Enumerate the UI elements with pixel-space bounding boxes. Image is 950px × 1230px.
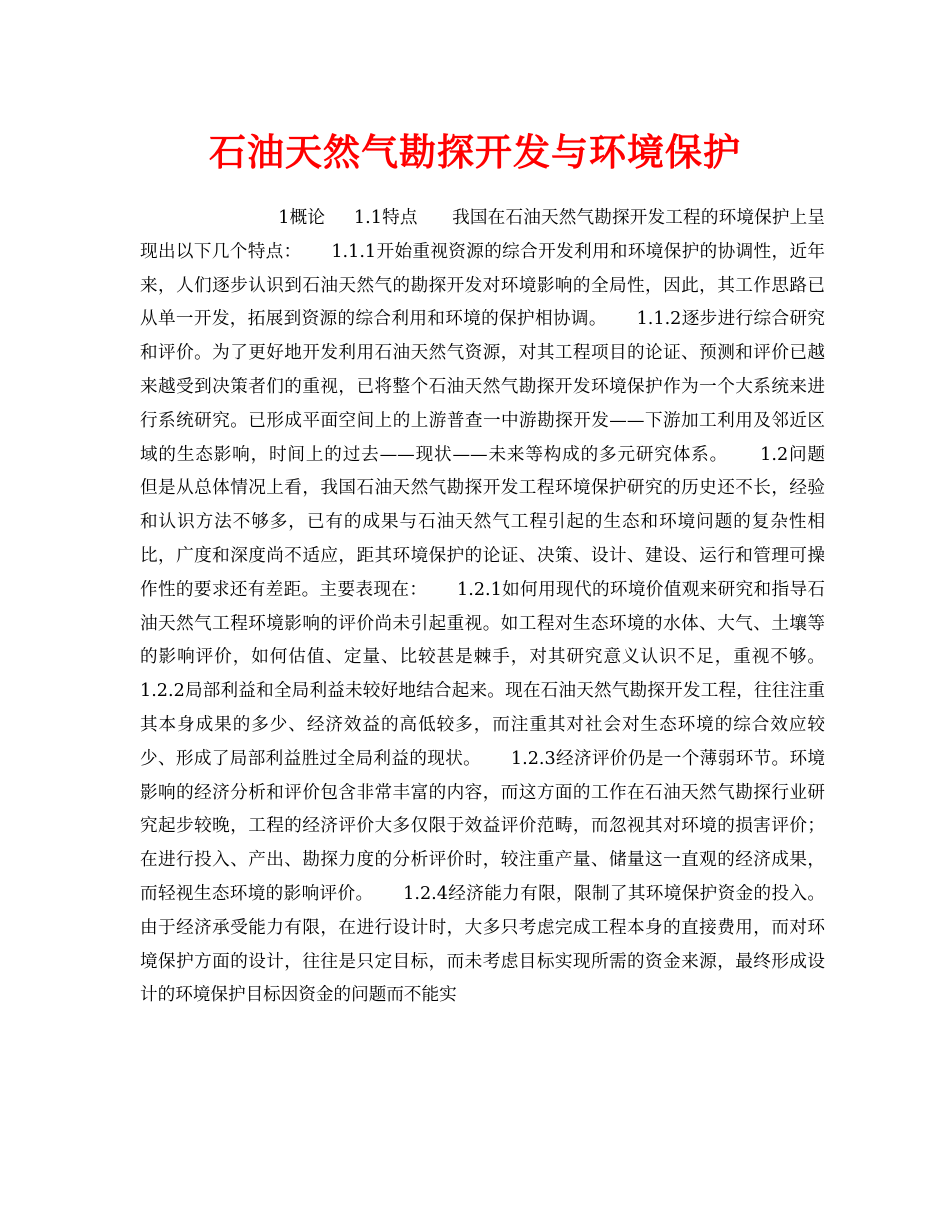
document-body: 1概论 1.1特点 我国在石油天然气勘探开发工程的环境保护上呈现出以下几个特点： 1.1.1开始重视资源的综合开发利用和环境保护的协调性，近年来，人们逐步认识到石油天然气的勘探开发对环境影响的全局性，因此，其工作思路已从单一开发，拓展到资源的综合利用和环境的保护相协调。 1.1.2逐步进行综合研究和评价。为了更好地开发利用石油天然气资源，对其工程项目的论证、预测和评价已越来越受到决策者们的重视，已将整个石油天然气勘探开发环境保护作为一个大系统来进行系统研究。已形成平面空间上的上游普查一中游勘探开发——下游加工利用及邻近区域的生态影响，时间上的过去——现状——未来等构成的多元研究体系。 1.2问题 但是从总体情况上看，我国石油天然气勘探开发工程环境保护研究的历史还不长，经验和认识方法不够多，已有的成果与石油天然气工程引起的生态和环境问题的复杂性相比，广度和深度尚不适应，距其环境保护的论证、决策、设计、建设、运行和管理可操作性的要求还有差距。主要表现在： 1.2.1如何用现代的环境价值观来研究和指导石油天然气工程环境影响的评价尚未引起重视。如工程对生态环境的水体、大气、土壤等的影响评价，如何估值、定量、比较甚是棘手，对其研究意义认识不足，重视不够。 1.2.2局部利益和全局利益未较好地结合起来。现在石油天然气勘探开发工程，往往注重其本身成果的多少、经济效益的高低较多，而注重其对社会对生态环境的综合效应较少、形成了局部利益胜过全局利益的现状。 1.2.3经济评价仍是一个薄弱环节。环境影响的经济分析和评价包含非常丰富的内容，而这方面的工作在石油天然气勘探行业研究起步较晚，工程的经济评价大多仅限于效益评价范畴，而忽视其对环境的损害评价；在进行投入、产出、勘探力度的分析评价时，较注重产量、储量这一直观的经济成果，而轻视生态环境的影响评价。 1.2.4经济能力有限，限制了其环境保护资金的投入。由于经济承受能力有限，在进行设计时，大多只考虑完成工程本身的直接费用，而对环境保护方面的设计，往往是只定目标，而未考虑目标实现所需的资金来源，最终形成设计的环境保护目标因资金的问题而不能实 — [140, 208, 853, 1006]
document-title: 石油天然气勘探开发与环境保护 — [209, 130, 741, 174]
